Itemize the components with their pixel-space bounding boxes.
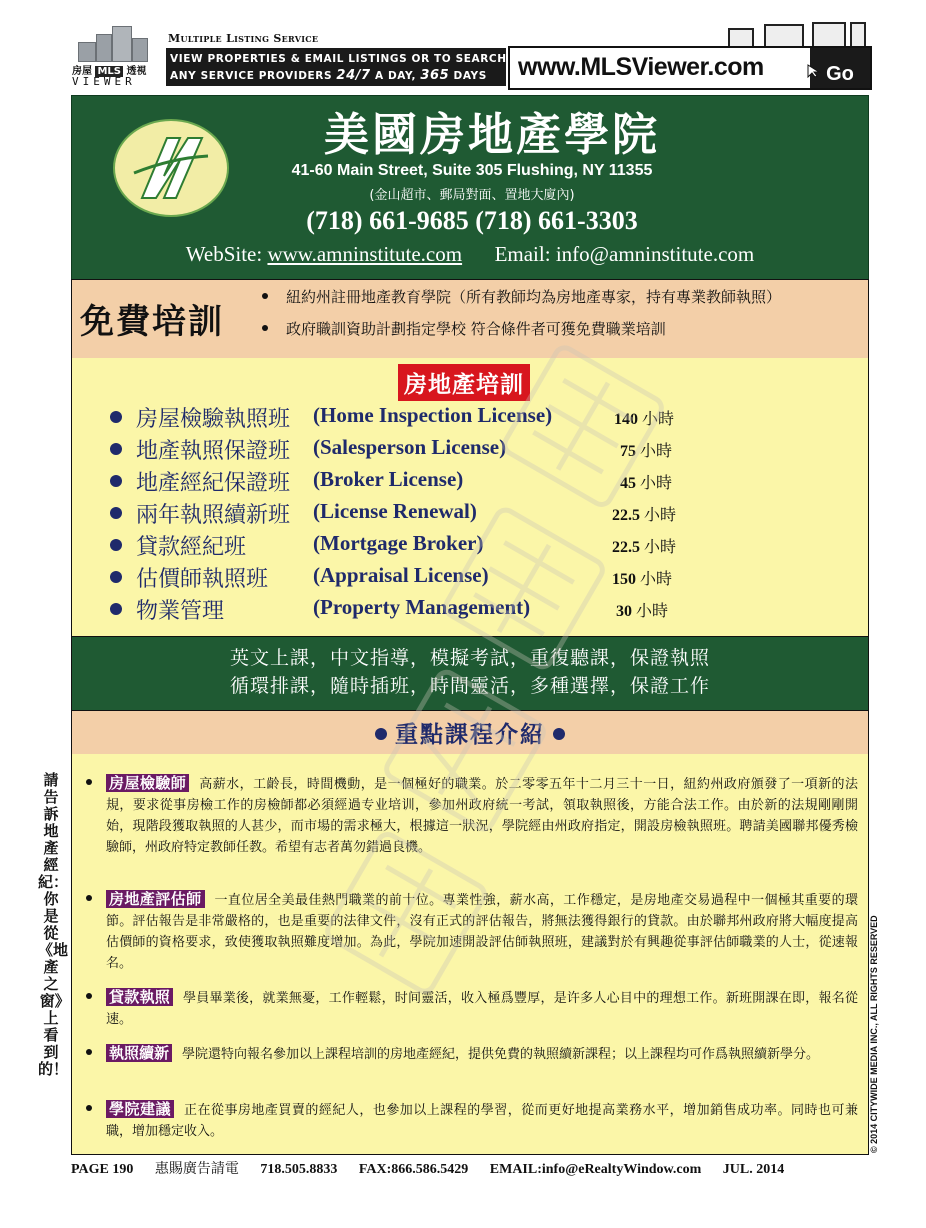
- bullet-icon: [110, 571, 122, 583]
- footer-fax: FAX:866.586.5429: [358, 1162, 469, 1177]
- mls-tagline: VIEW PROPERTIES & EMAIL LISTINGS OR TO SEARCH ANY SERVICE PROVIDERS 24/7 A DAY, 365 DAYS: [166, 48, 506, 86]
- footer-email[interactable]: EMAIL:info@eRealtyWindow.com: [489, 1162, 702, 1177]
- side-note-left: 請告訴地產經紀：你是從《地產之窗》上看到的！: [38, 771, 69, 1078]
- bullet-icon: [86, 1105, 92, 1111]
- go-button[interactable]: Go: [810, 48, 870, 88]
- building-icon: [96, 34, 112, 62]
- list-item: 學院建議 正在從事房地產買賣的經紀人，也參加以上課程的學習，從而更好地提高業務水平，增加銷售成功率。同時也可兼職，增加穩定收入。: [86, 1098, 856, 1144]
- course-row: 物業管理 (Property Management) 30 小時: [110, 594, 850, 624]
- course-tag: 執照續新: [106, 1044, 172, 1062]
- bullet-icon: [110, 443, 122, 455]
- mls-viewer-logo[interactable]: [70, 18, 160, 88]
- bullet-icon: [86, 1049, 92, 1055]
- mls-url-link[interactable]: www.MLSViewer.com Go: [508, 46, 872, 90]
- bullet-icon: [110, 475, 122, 487]
- promo-banner: [71, 636, 869, 712]
- bullet-icon: [262, 293, 268, 299]
- issue-date: JUL. 2014: [722, 1162, 785, 1177]
- bullet-icon: [110, 411, 122, 423]
- course-row: 估價師執照班 (Appraisal License) 150 小時: [110, 562, 850, 592]
- key-courses-header: [71, 710, 869, 756]
- course-tag: 學院建議: [106, 1100, 174, 1118]
- bullet-icon: [86, 993, 92, 999]
- camera-icon: [728, 28, 754, 48]
- building-icon: [78, 42, 96, 62]
- promo-line: 循環排課，隨時插班，時間靈活，多種選擇，保證工作: [229, 675, 710, 697]
- bullet-icon: [86, 895, 92, 901]
- list-item: 貸款執照 學員畢業後，就業無憂，工作輕鬆，时间靈活，收入極爲豐厚，是许多人心目中的理想工作。新班開課在即，報名從速。: [86, 986, 856, 1032]
- courses-title: 房地產培訓: [398, 364, 530, 401]
- address-note: (金山超市、郵局對面、置地大廈內): [369, 188, 575, 203]
- bullet-icon: [110, 539, 122, 551]
- course-row: 兩年執照續新班 (License Renewal) 22.5 小時: [110, 498, 850, 528]
- website-link[interactable]: www.amninstitute.com: [267, 242, 463, 266]
- list-item: 執照續新 學院還特向報名參加以上課程培訓的房地產經紀，提供免費的執照續新課程；以上課程均可作爲執照續新學分。: [86, 1042, 856, 1088]
- course-tag: 房地產評估師: [106, 890, 205, 908]
- school-address: 41-60 Main Street, Suite 305 Flushing, NY 11355: [291, 162, 653, 179]
- bullet-icon: [553, 728, 565, 740]
- course-row: 房屋檢驗執照班 (Home Inspection License) 140 小時: [110, 402, 850, 432]
- list-item: 政府職訓資助計劃指定學校 符合條件者可獲免費職業培訓: [262, 316, 862, 348]
- bullet-icon: [375, 728, 387, 740]
- key-courses-descriptions: [71, 754, 869, 1155]
- bullet-icon: [110, 603, 122, 615]
- school-emblem-icon: [112, 118, 230, 218]
- list-item: 房屋檢驗師 高薪水，工齡長，時間機動，是一個極好的職業。於二零零五年十二月三十一日，紐約州政府頒發了一項新的法規，要求從事房檢工作的房檢師都必須經過专业培训，參加州政府統一考試，領取執照後，方能合法工作。由於新的法規剛剛開始，現階段獲取執照的人甚少，而市場的需求極大，根據這一狀況，學院經由州政府指定，開設房檢執照班。聘請美國聯邦優秀檢驗師，州政府特定教師任教。希望有志者萬勿錯過良機。: [86, 772, 856, 882]
- school-header: [71, 95, 869, 280]
- logo-label: 房屋 MLS 透視: [72, 66, 147, 77]
- course-tag: 貸款執照: [106, 988, 173, 1006]
- course-row: 貸款經紀班 (Mortgage Broker) 22.5 小時: [110, 530, 850, 560]
- phone-numbers: (718) 661-9685 (718) 661-3303: [306, 206, 638, 235]
- courses-section: [71, 358, 869, 637]
- email-link[interactable]: info@amninstitute.com: [555, 242, 755, 266]
- course-tag: 房屋檢驗師: [106, 774, 189, 792]
- bullet-icon: [262, 325, 268, 331]
- list-item: 紐約州註冊地產教育學院（所有教師均為房地產專家，持有專業教師執照）: [262, 284, 862, 316]
- copyright-note: © 2014 CITYWIDE MEDIA INC., ALL RIGHTS RESERVED: [869, 915, 879, 1153]
- cursor-icon: [806, 64, 826, 78]
- building-icon: [132, 38, 148, 62]
- building-icon: [112, 26, 132, 62]
- bullet-icon: [86, 779, 92, 785]
- key-courses-title: 重點課程介紹: [395, 722, 545, 748]
- mls-viewer-banner: [0, 0, 926, 92]
- page-number: PAGE 190: [71, 1162, 134, 1177]
- ad-call-label: 惠賜廣告請電: [154, 1161, 239, 1177]
- free-training-section: [71, 279, 869, 360]
- course-row: 地產執照保證班 (Salesperson License) 75 小時: [110, 434, 850, 464]
- course-row: 地產經紀保證班 (Broker License) 45 小時: [110, 466, 850, 496]
- footer-phone: 718.505.8833: [260, 1162, 338, 1177]
- school-name: 美國房地產學院: [323, 108, 660, 161]
- free-training-title: 免費培訓: [80, 302, 224, 342]
- mls-title: Multiple Listing Service: [168, 32, 319, 45]
- list-item: 房地產評估師 一直位居全美最佳熱門職業的前十位。專業性強，薪水高，工作穩定，是房地產交易過程中一個極其重要的環節。評估報告是非常嚴格的，也是重要的法律文件，沒有正式的評估報告，將無法獲得銀行的貸款。由於聯邦州政府將大幅度提高估價師的資格要求，致使獲取執照難度增加。為此，學院加速開設評估師執照班，建議對於有興趣從事評估師職業的人士，從速報名。: [86, 888, 856, 978]
- logo-viewer-text: VIEWER: [72, 75, 136, 88]
- promo-line: 英文上課，中文指導，模擬考試，重復聽課，保證執照: [229, 647, 710, 669]
- bullet-icon: [110, 507, 122, 519]
- page-footer: [71, 1158, 867, 1182]
- free-training-list: [262, 284, 862, 348]
- web-contact-row: WebSite: www.amninstitute.com Email: info@amninstitute.com: [185, 242, 755, 266]
